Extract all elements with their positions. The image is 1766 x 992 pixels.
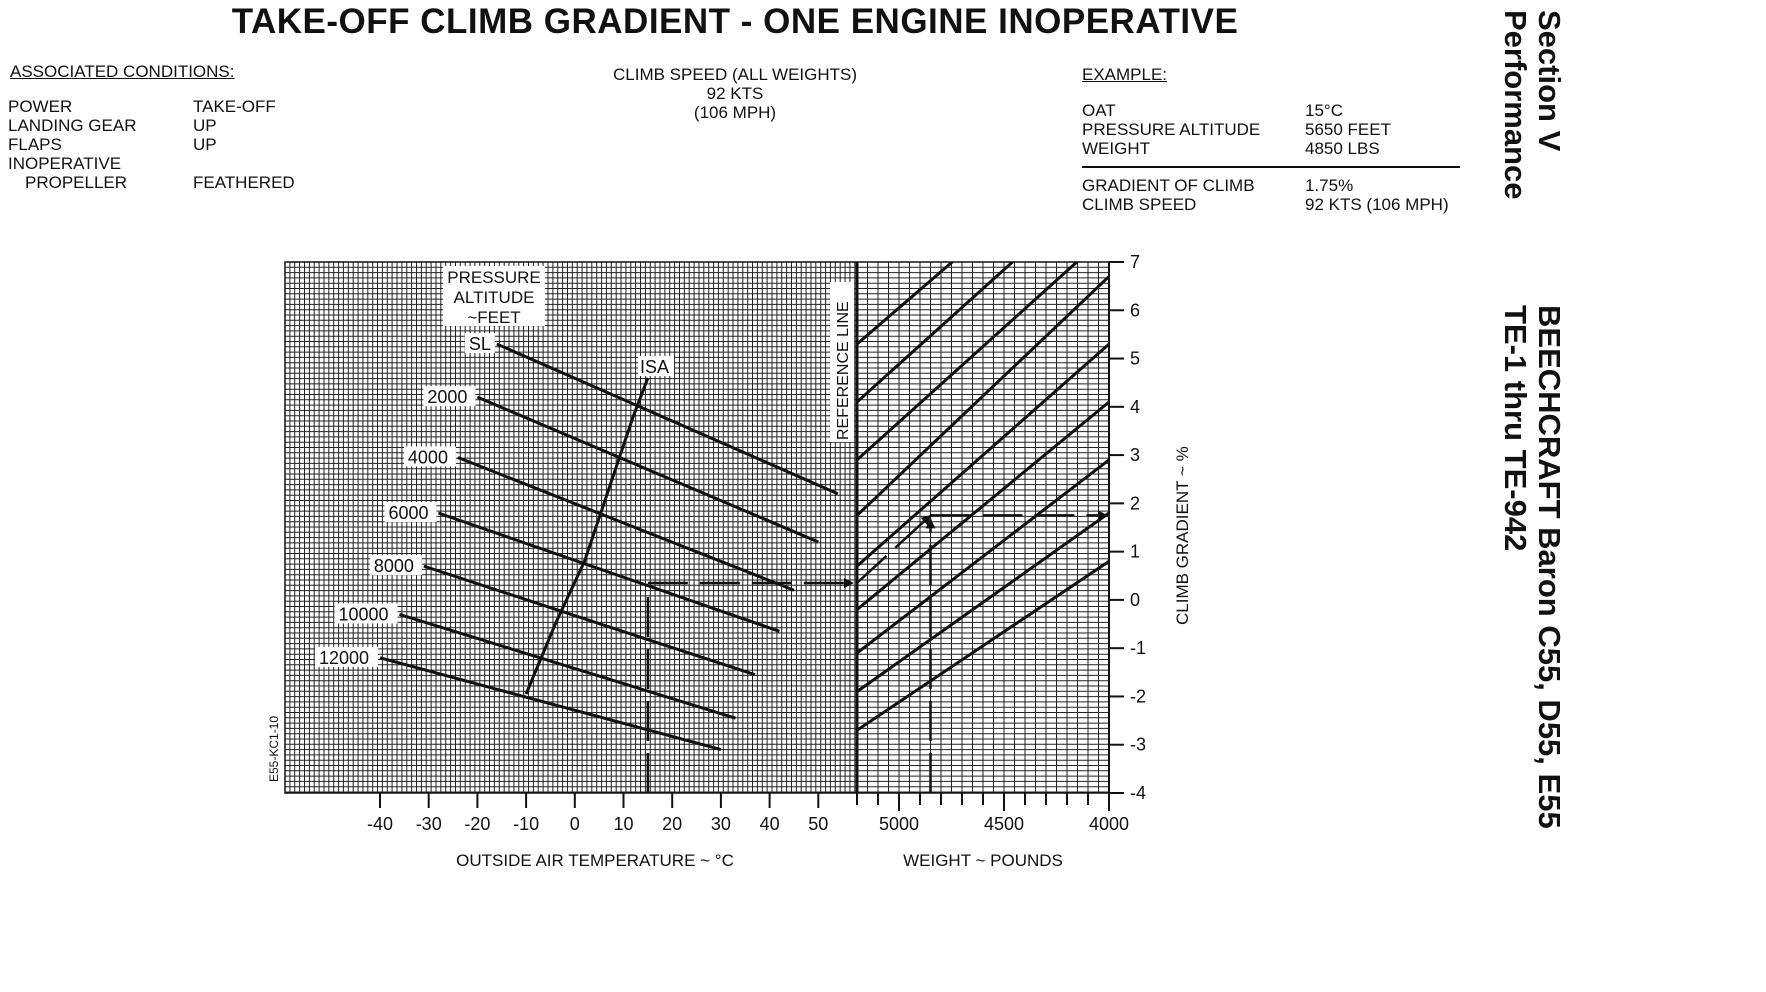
example-label: WEIGHT (1082, 139, 1150, 158)
example-value: 5650 FEET (1305, 120, 1391, 139)
example-path-weight-guide (857, 515, 931, 583)
conditions-heading: ASSOCIATED CONDITIONS: (10, 62, 235, 81)
x-tick-label: 50 (808, 814, 829, 834)
condition-value: TAKE-OFF (193, 97, 276, 116)
condition-value: UP (193, 116, 217, 135)
x-axis-label: OUTSIDE AIR TEMPERATURE ~ °C (456, 851, 734, 870)
altitude-label: SL (468, 334, 491, 355)
climb-speed-line2: 92 KTS (706, 84, 764, 103)
condition-label: FLAPS (8, 135, 62, 154)
grid-lines (285, 262, 1109, 793)
example-label: GRADIENT OF CLIMB (1082, 176, 1255, 195)
condition-label: PROPELLER (25, 173, 128, 192)
y-tick-label: 0 (1130, 589, 1141, 610)
x-tick-label: 0 (569, 814, 580, 834)
example-value: 1.75% (1305, 176, 1354, 195)
altitude-label: 4000 (407, 447, 448, 468)
y-tick-label: -4 (1130, 783, 1147, 803)
weight-tick-label: 4000 (1088, 814, 1130, 834)
isa-label: ISA (640, 357, 670, 377)
condition-value: UP (193, 135, 217, 154)
y-tick-label: 7 (1130, 252, 1141, 272)
climb-speed-line3: (106 MPH) (693, 103, 777, 122)
y-tick-label: -2 (1130, 686, 1147, 707)
page-title: TAKE-OFF CLIMB GRADIENT - ONE ENGINE INOPERATIVE (231, 2, 1239, 41)
altitude-label: 10000 (338, 604, 389, 625)
y-tick-label: 6 (1130, 300, 1141, 321)
legend-title-line: ALTITUDE (453, 288, 535, 307)
weight-tick-label: 4500 (983, 814, 1025, 834)
x-tick-label: -40 (366, 814, 394, 834)
y-tick-label: -1 (1130, 638, 1147, 659)
model-label-line1: BEECHCRAFT Baron C55, D55, E55 (1532, 305, 1567, 829)
example-heading: EXAMPLE: (1082, 65, 1168, 84)
altitude-label: 12000 (319, 647, 370, 668)
x-tick-label: 20 (662, 814, 683, 834)
example-value: 15°C (1305, 101, 1343, 120)
x-tick-label: 40 (759, 814, 780, 834)
altitude-label: 8000 (373, 556, 414, 577)
section-label-line1: Section V (1532, 10, 1567, 152)
example-value: 92 KTS (106 MPH) (1305, 195, 1449, 214)
y-tick-label: 2 (1130, 493, 1141, 514)
y-tick-label: 5 (1130, 348, 1141, 369)
section-label-line2: Performance (1498, 10, 1533, 200)
weight-tick-label: 5000 (878, 814, 920, 834)
y-tick-label: 1 (1130, 541, 1141, 562)
x-tick-label: -20 (464, 814, 491, 834)
y-tick-label: 4 (1130, 396, 1141, 417)
condition-label: POWER (8, 97, 73, 116)
x-tick-label: -30 (415, 814, 442, 834)
y-tick-label: -3 (1130, 734, 1147, 755)
example-label: CLIMB SPEED (1082, 195, 1197, 214)
y-axis-label: CLIMB GRADIENT ~ % (1173, 446, 1192, 625)
weight-axis-label: WEIGHT ~ POUNDS (903, 851, 1063, 870)
example-label: PRESSURE ALTITUDE (1082, 120, 1261, 139)
x-tick-label: 30 (710, 814, 731, 834)
altitude-label: 6000 (388, 503, 429, 524)
condition-label: INOPERATIVE (8, 154, 122, 173)
y-tick-label: 3 (1130, 445, 1141, 466)
legend-title-line: PRESSURE (447, 268, 541, 287)
figure-id: E55-KC1-10 (267, 715, 281, 782)
example-value: 4850 LBS (1305, 139, 1380, 158)
climb-speed-line1: CLIMB SPEED (ALL WEIGHTS) (612, 65, 858, 84)
legend-title-line: ~FEET (467, 308, 521, 327)
condition-label: LANDING GEAR (8, 116, 137, 135)
model-label-line2: TE-1 thru TE-942 (1498, 305, 1533, 552)
example-label: OAT (1082, 101, 1116, 120)
condition-value: FEATHERED (193, 173, 295, 192)
x-tick-label: -10 (513, 814, 540, 834)
x-tick-label: 10 (613, 814, 634, 834)
altitude-label: 2000 (427, 387, 468, 408)
reference-line-label: REFERENCE LINE (835, 301, 852, 440)
